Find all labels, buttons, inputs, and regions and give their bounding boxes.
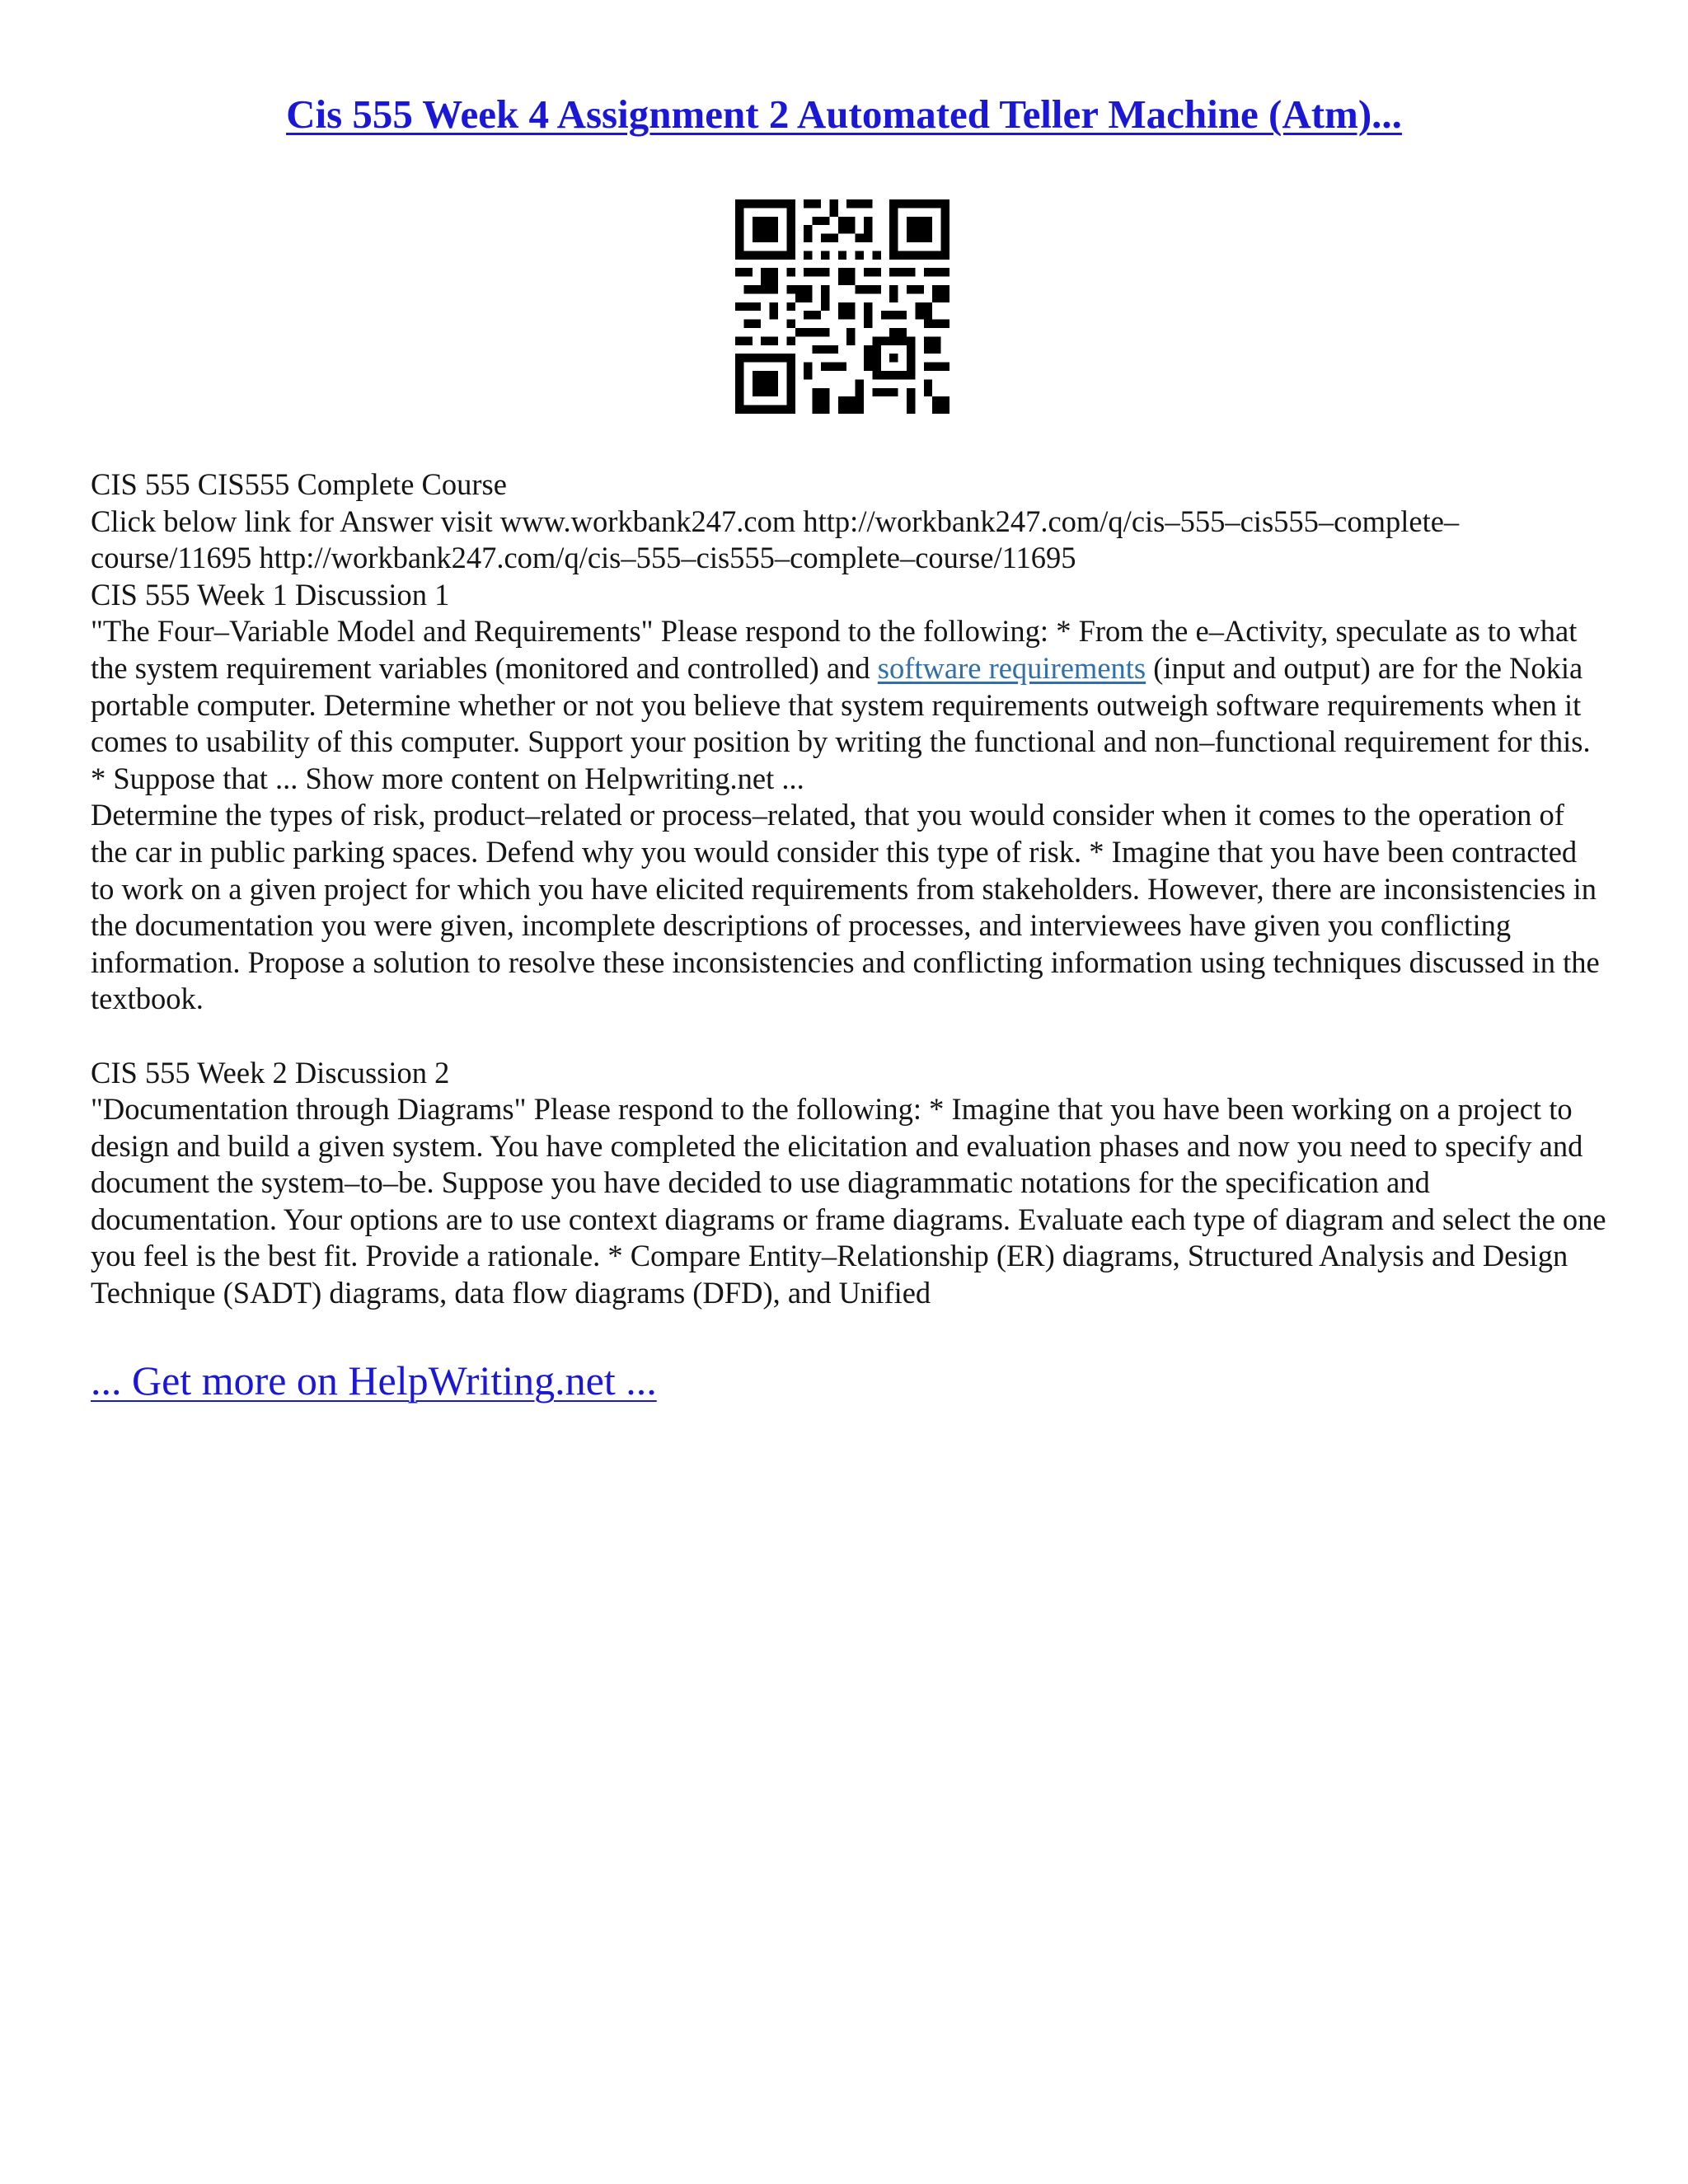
- title-link[interactable]: Cis 555 Week 4 Assignment 2 Automated Teller Machine (Atm)...: [286, 91, 1402, 137]
- answer-line: Click below link for Answer visit www.workbank247.com http://workbank247.com/q/cis–555–cis555–complete–course/11695 http://workbank247.com/q/cis–555–cis555–complete–course/11695: [91, 504, 1460, 575]
- more-link-container: [91, 1352, 657, 1409]
- paragraph-gap: [91, 1018, 1607, 1055]
- risk-paragraph: Determine the types of risk, product–related or process–related, that you would consider when it comes to the operation of the car in public parking spaces. Defend why you would consider this type of risk. * Imagine that you have been contracted to work on a given project for which you have elicited requirements from stakeholders. However, there are inconsistencies in the documentation you were given, incomplete descriptions of processes, and interviewees have given you conflicting information. Propose a solution to resolve these inconsistencies and conflicting information using techniques discussed in the textbook.: [91, 798, 1600, 1016]
- software-requirements-link[interactable]: software requirements: [877, 650, 1146, 685]
- qr-code-icon: [735, 199, 950, 414]
- week-2-discussion: "Documentation through Diagrams" Please respond to the following: * Imagine that you have been working on a project to design and build a given system. You have completed the elicitation and evaluation phases and now you need to specify and document the system–to–be. Suppose you have decided to use diagrammatic notations for the specification and documentation. Your options are to use context diagrams or frame diagrams. Evaluate each type of diagram and select the one you feel is the best fit. Provide a rationale. * Compare Entity–Relationship (ER) diagrams, Structured Analysis and Design Technique (SADT) diagrams, data flow diagrams (DFD), and Unified: [91, 1092, 1606, 1310]
- week-1-text-before-link: "The Four–Variable Model and Requirements" Please respond to the following: * From the e–Activity, speculate as to what the system requirement variables (monitored and controlled) and: [91, 614, 1578, 685]
- document-body: [91, 466, 1607, 1312]
- week-2-heading: CIS 555 Week 2 Discussion 2: [91, 1055, 450, 1090]
- week-1-discussion: [91, 613, 1607, 797]
- get-more-link[interactable]: ... Get more on HelpWriting.net ...: [91, 1357, 657, 1404]
- course-heading: CIS 555 CIS555 Complete Course: [91, 467, 507, 501]
- week-1-heading: CIS 555 Week 1 Discussion 1: [91, 577, 450, 612]
- page-title: [0, 86, 1688, 143]
- week-1-text-after-link: (input and output) are for the Nokia portable computer. Determine whether or not you believe that system requirements outweigh software requirements when it comes to usability of this computer. Support your position by writing the functional and non–functional requirement for this. * Suppose that ... Show more content on Helpwriting.net ...: [91, 650, 1591, 795]
